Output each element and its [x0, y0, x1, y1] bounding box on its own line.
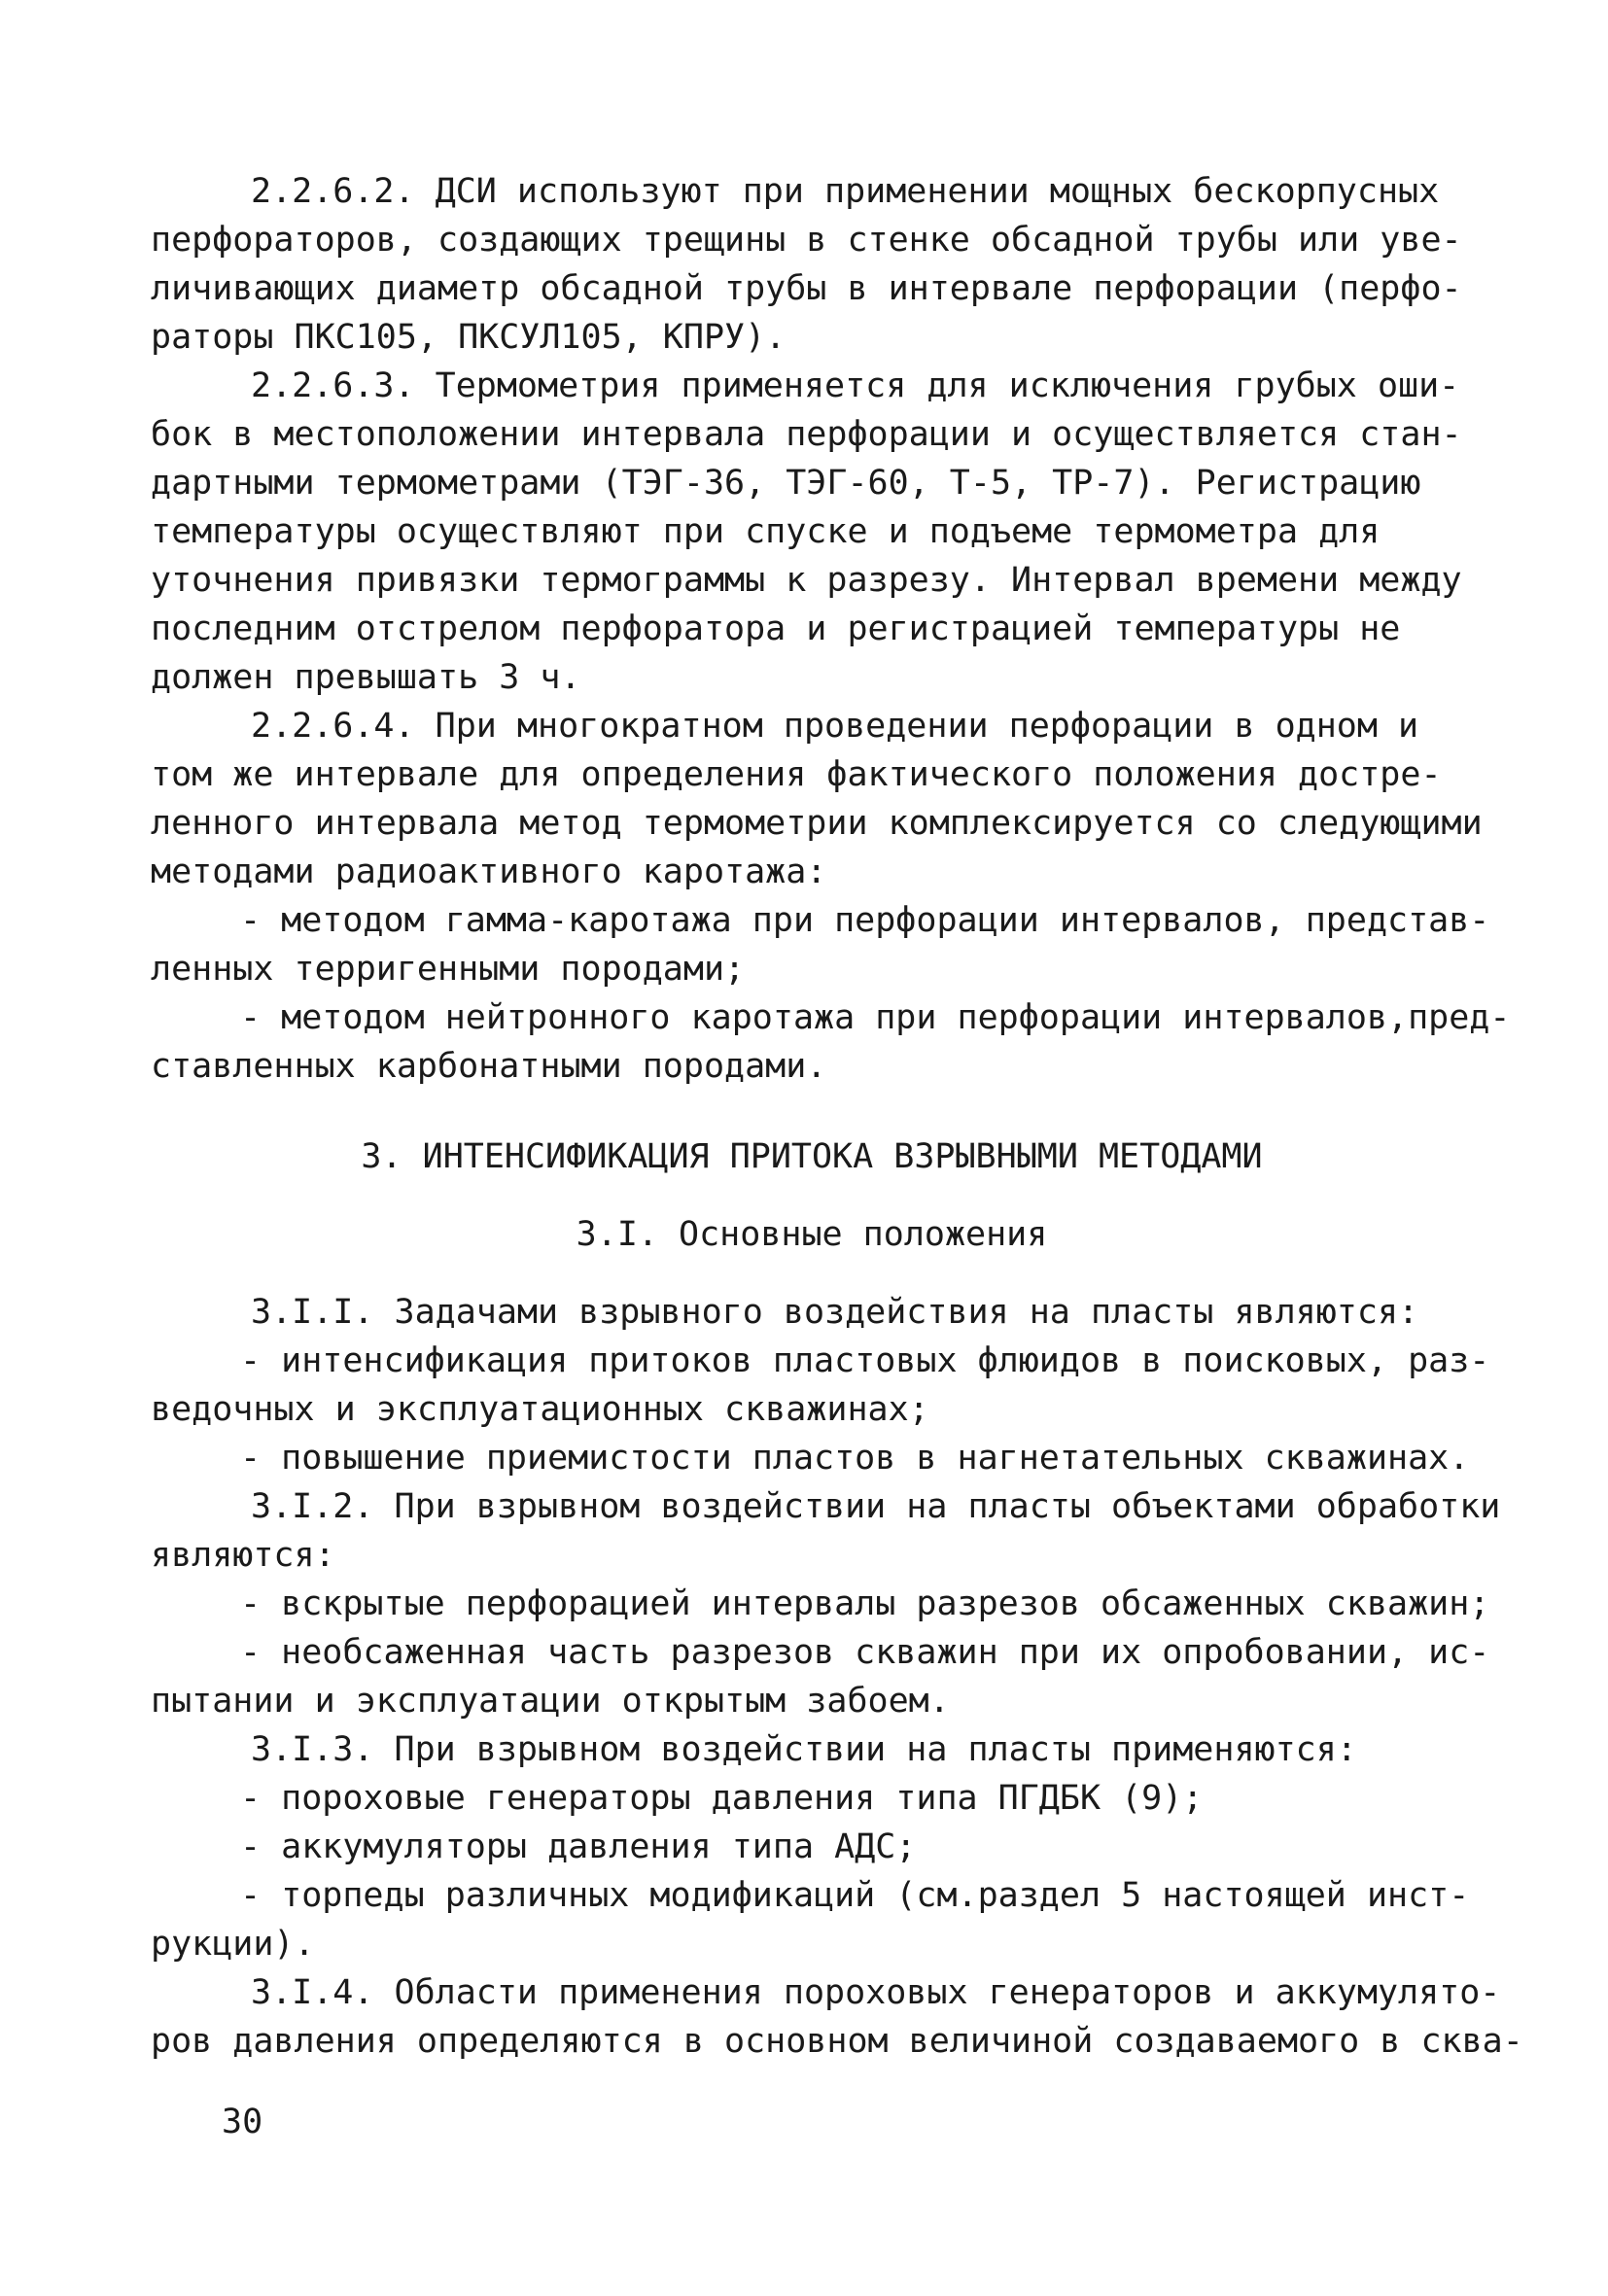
list-item: - повышение приемистости пластов в нагнетательных скважинах. — [240, 1439, 1470, 1478]
list-item: - методом гамма-каротажа при перфорации интервалов, представ- — [240, 901, 1490, 940]
text-line: 2.2.6.3. Термометрия применяется для исключения грубых оши- — [251, 366, 1460, 405]
text-line: являются: — [151, 1536, 335, 1575]
list-item: - аккумуляторы давления типа АДС; — [240, 1827, 917, 1866]
document-page — [151, 167, 1523, 2066]
text-line: личивающих диаметр обсадной трубы в интервале перфорации (перфо- — [151, 269, 1462, 308]
text-line: бок в местоположении интервала перфорации и осуществляется стан- — [151, 415, 1462, 454]
text-line: 2.2.6.4. При многократном проведении перфорации в одном и — [251, 707, 1419, 746]
list-item: - методом нейтронного каротажа при перфорации интервалов,пред- — [240, 998, 1511, 1037]
text-line: раторы ПКС105, ПКСУЛ105, КПРУ). — [151, 318, 787, 357]
text-line: дартными термометрами (ТЭГ-36, ТЭГ-60, Т-5, ТР-7). Регистрацию — [151, 464, 1421, 503]
text-line: ленных терригенными породами; — [151, 950, 746, 989]
text-line: том же интервале для определения фактического положения достре- — [151, 755, 1442, 794]
paragraph-3-1-1 — [151, 1288, 1490, 1482]
list-item: - торпеды различных модификаций (см.раздел 5 настоящей инст- — [240, 1876, 1470, 1915]
text-line: ленного интервала метод термометрии комплексируется со следующими — [151, 804, 1483, 843]
paragraph-3-1-2 — [151, 1482, 1501, 1725]
text-line: 3.I.2. При взрывном воздействии на пласты объектами обработки — [251, 1487, 1501, 1526]
paragraph-2-2-6-4 — [151, 702, 1511, 1091]
section-heading: 3. ИНТЕНСИФИКАЦИЯ ПРИТОКА ВЗРЫВНЫМИ МЕТОДАМИ — [361, 1137, 1263, 1176]
text-line: 3.I.4. Области применения пороховых генераторов и аккумулято- — [251, 1973, 1501, 2012]
text-line: 2.2.6.2. ДСИ используют при применении мощных бескорпусных — [251, 172, 1440, 211]
subsection-heading: 3.I. Основные положения — [576, 1215, 1048, 1254]
paragraph-2-2-6-2 — [151, 167, 1473, 362]
text-line: 3.I.3. При взрывном воздействии на пласты применяются: — [251, 1730, 1357, 1769]
list-item: - интенсификация притоков пластовых флюидов в поисковых, раз- — [240, 1341, 1490, 1380]
text-line: ведочных и эксплуатационных скважинах; — [151, 1390, 929, 1429]
page-number: 30 — [222, 2103, 263, 2141]
text-line: уточнения привязки термограммы к разрезу. Интервал времени между — [151, 561, 1462, 600]
text-line: рукции). — [151, 1925, 315, 1964]
paragraph-2-2-6-3 — [151, 362, 1473, 702]
paragraph-3-1-4 — [151, 1968, 1523, 2066]
list-item: - пороховые генераторы давления типа ПГДБК (9); — [240, 1779, 1204, 1818]
text-line: перфораторов, создающих трещины в стенке обсадной трубы или уве- — [151, 221, 1462, 260]
text-line: методами радиоактивного каротажа: — [151, 852, 827, 891]
text-line: температуры осуществляют при спуске и подъеме термометра для — [151, 512, 1381, 551]
text-line: пытании и эксплуатации открытым забоем. — [151, 1682, 950, 1721]
list-item: - вскрытые перфорацией интервалы разрезов обсаженных скважин; — [240, 1584, 1490, 1623]
list-item: - необсаженная часть разрезов скважин при их опробовании, ис- — [240, 1633, 1490, 1672]
paragraph-3-1-3 — [151, 1725, 1473, 1968]
text-line: 3.I.I. Задачами взрывного воздействия на пласты являются: — [251, 1293, 1419, 1332]
text-line: должен превышать 3 ч. — [151, 658, 581, 697]
text-line: ров давления определяются в основном величиной создаваемого в сква- — [151, 2022, 1523, 2061]
text-line: ставленных карбонатными породами. — [151, 1047, 827, 1086]
text-line: последним отстрелом перфоратора и регистрацией температуры не — [151, 609, 1401, 648]
